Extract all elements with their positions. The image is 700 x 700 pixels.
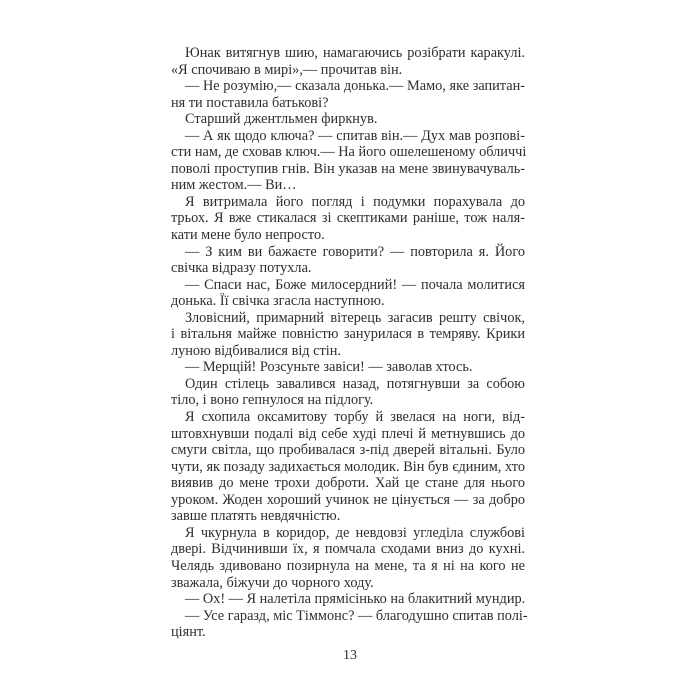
text-line: — З ким ви бажаєте говорити? — повторила я. Його [185, 243, 525, 260]
text-line: трьох. Я вже стикалася зі скептиками раніше, тож наля- [171, 210, 525, 227]
text-line: тіло, і воно гепнулося на підлогу. [171, 392, 374, 409]
text-line: Юнак витягнув шию, намагаючись розібрати каракулі. [185, 45, 525, 61]
text-line: ним жестом.— Ви… [171, 177, 297, 194]
paragraph [171, 244, 525, 277]
text-line: Я чкурнула в коридор, де невдовзі угледіла службові [185, 524, 525, 541]
text-line: Старший джентльмен фиркнув. [185, 111, 378, 128]
text-line: — Спаси нас, Боже милосердний! — почала молитися [185, 276, 525, 293]
book-page-body [171, 45, 528, 641]
text-line: поволі проступив гнів. Він указав на мене звинувачуваль- [171, 160, 525, 177]
text-line: донька. Її свічка згасла наступною. [171, 293, 385, 310]
text-line: — Не розумію,— сказала донька.— Мамо, яке запитан- [185, 78, 525, 95]
text-line: — Усе гаразд, міс Тіммонс? — благодушно спитав полі- [185, 607, 528, 624]
text-line: чути, як позаду задихається молодик. Він був єдиним, хто [171, 458, 525, 475]
paragraph [171, 128, 525, 194]
paragraph [171, 359, 525, 376]
text-line: Челядь здивовано позирнула на мене, та я ні на кого не [171, 557, 525, 574]
paragraph [171, 277, 525, 310]
text-line: сти нам, де сховав ключ.— На його ошелешеному обличчі [171, 144, 527, 161]
text-line: кати мене було непросто. [171, 227, 325, 244]
paragraph [171, 409, 525, 525]
text-line: штовхнувши подалі від себе худі плечі й метнувшись до [171, 425, 525, 442]
text-line: завше платять невдячністю. [171, 508, 341, 525]
paragraph [171, 45, 525, 78]
paragraph [171, 525, 525, 591]
text-line: свічка відразу потухла. [171, 260, 312, 277]
text-line: — Мерщій! Розсуньте завіси! — заволав хтось. [185, 359, 473, 376]
text-line: Один стілець завалився назад, потягнувши за собою [185, 375, 525, 392]
paragraph [171, 376, 525, 409]
text-line: Зловісний, примарний вітерець загасив решту свічок, [185, 309, 525, 326]
paragraph [171, 194, 525, 244]
paragraph [171, 607, 528, 641]
paragraph [171, 310, 525, 360]
text-line: смуги світла, що пробивалася з-під дверей вітальні. Було [171, 442, 525, 459]
text-line: ціянт. [171, 624, 206, 641]
text-line: Я витримала його погляд і подумки порахувала до [185, 193, 525, 210]
text-line: уроком. Жоден хороший учинок не цінується — за добро [171, 491, 525, 508]
text-line: «Я спочиваю в мирі»,— прочитав він. [171, 61, 403, 78]
text-line: Я схопила оксамитову торбу й звелася на ноги, від- [185, 409, 525, 426]
text-line: ня ти поставила батькові? [171, 94, 329, 111]
paragraph [171, 591, 525, 608]
paragraph [171, 78, 525, 111]
text-line: — Ох! — Я налетіла прямісінько на блакитний мундир. [185, 591, 526, 608]
page-number: 13 [343, 648, 357, 663]
text-line: виявив до мене трохи доброти. Хай це стане для нього [171, 475, 525, 492]
paragraph [171, 111, 525, 128]
text-line: двері. Відчинивши їх, я помчала сходами вниз до кухні. [171, 541, 525, 558]
text-line: і вітальня майже повністю занурилася в темряву. Крики [171, 326, 525, 343]
text-line: луною відбивалися від стін. [171, 342, 341, 359]
text-line: — А як щодо ключа? — спитав він.— Дух мав розпові- [185, 127, 525, 144]
text-line: зважала, біжучи до чорного ходу. [171, 574, 374, 591]
